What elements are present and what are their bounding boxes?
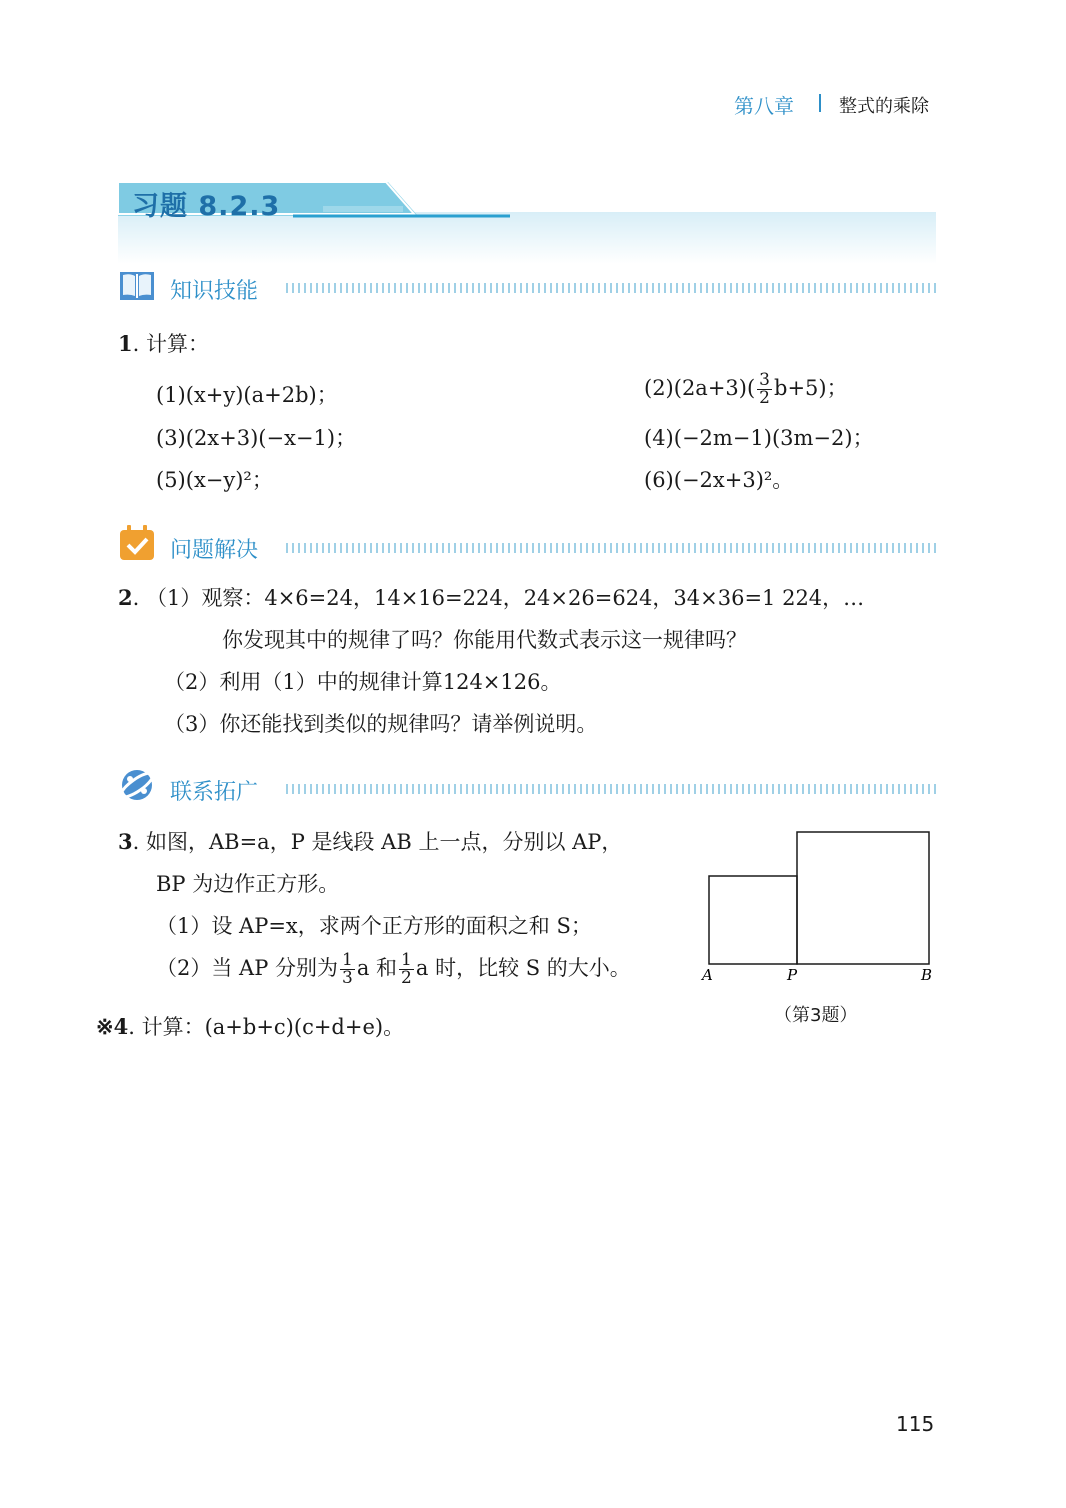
section-title-problem: 问题解决 <box>170 538 259 563</box>
square-bp <box>797 832 929 964</box>
chapter-number: 第八章 <box>734 94 794 118</box>
fraction: $\frac{1}{3}$ <box>342 950 353 988</box>
point-label-p: P <box>787 966 798 984</box>
q1-part-5: (5)(x−y)²； <box>156 468 273 492</box>
q3-line-4-a: （2）当 AP 分别为 <box>156 956 339 980</box>
section-title-skills: 知识技能 <box>170 279 259 304</box>
question-2: 2. （1）观察：4×6=24，14×16=224，24×26=624，34×36=1 224，… <box>118 585 865 610</box>
page-number: 115 <box>896 1412 935 1436</box>
q3-line-4-c: a 时，比较 S 的大小。 <box>415 956 631 980</box>
q1-part-2-head: (2)(2a+3)( <box>644 376 756 400</box>
exercise-title: 习题 8.2.3 <box>132 191 281 222</box>
q1-part-4: (4)(−2m−1)(3m−2)； <box>644 426 874 450</box>
q1-part-1: (1)(x+y)(a+2b)； <box>156 383 338 407</box>
q3-line-1: 如图，AB=a，P 是线段 AB 上一点，分别以 AP， <box>145 830 623 854</box>
section-title-extend: 联系拓广 <box>170 780 259 805</box>
square-ap <box>709 876 797 964</box>
planet-icon <box>118 766 156 804</box>
question-3: 3. 如图，AB=a，P 是线段 AB 上一点，分别以 AP， <box>118 829 623 854</box>
q1-part-3: (3)(2x+3)(−x−1)； <box>156 426 357 450</box>
fraction: $\frac{1}{2}$ <box>401 950 412 988</box>
question-number: 2 <box>118 585 133 610</box>
question-1: 1. 计算： <box>118 331 209 356</box>
q1-part-2-tail: b+5)； <box>774 376 848 400</box>
question-number: 3 <box>118 829 133 854</box>
fraction: $\frac{3}{2}$ <box>759 370 770 408</box>
point-label-a: A <box>702 966 713 984</box>
q2-line-1: （1）观察：4×6=24，14×16=224，24×26=624，34×36=1 224，… <box>145 586 865 610</box>
q2-line-3: （2）利用（1）中的规律计算124×126。 <box>164 670 562 694</box>
q3-line-4-b: a 和 <box>356 956 398 980</box>
section-divider <box>286 543 936 553</box>
question-number: 1 <box>118 331 133 356</box>
q4-text: 计算：(a+b+c)(c+d+e)。 <box>141 1015 405 1039</box>
chapter-title: 整式的乘除 <box>839 96 929 117</box>
question-4: ※4. 计算：(a+b+c)(c+d+e)。 <box>96 1014 405 1039</box>
section-divider <box>286 784 936 794</box>
section-divider <box>286 283 936 293</box>
q2-line-2: 你发现其中的规律了吗？你能用代数式表示这一规律吗？ <box>222 628 747 652</box>
book-icon <box>118 268 156 306</box>
q3-line-3: （1）设 AP=x，求两个正方形的面积之和 S； <box>156 914 592 938</box>
q3-line-2: BP 为边作正方形。 <box>156 872 340 896</box>
point-label-b: B <box>921 966 933 984</box>
question-stem: 计算： <box>145 332 209 356</box>
calendar-check-icon <box>118 524 156 562</box>
q2-line-4: （3）你还能找到类似的规律吗？请举例说明。 <box>164 712 598 736</box>
q1-part-2 <box>644 372 848 407</box>
question-number: ※4 <box>96 1014 129 1039</box>
q1-part-6: (6)(−2x+3)²。 <box>644 468 794 492</box>
chapter-separator <box>819 94 821 112</box>
squares-figure <box>700 826 940 996</box>
figure-caption: （第3题） <box>774 1005 858 1026</box>
q3-line-4 <box>156 952 631 987</box>
